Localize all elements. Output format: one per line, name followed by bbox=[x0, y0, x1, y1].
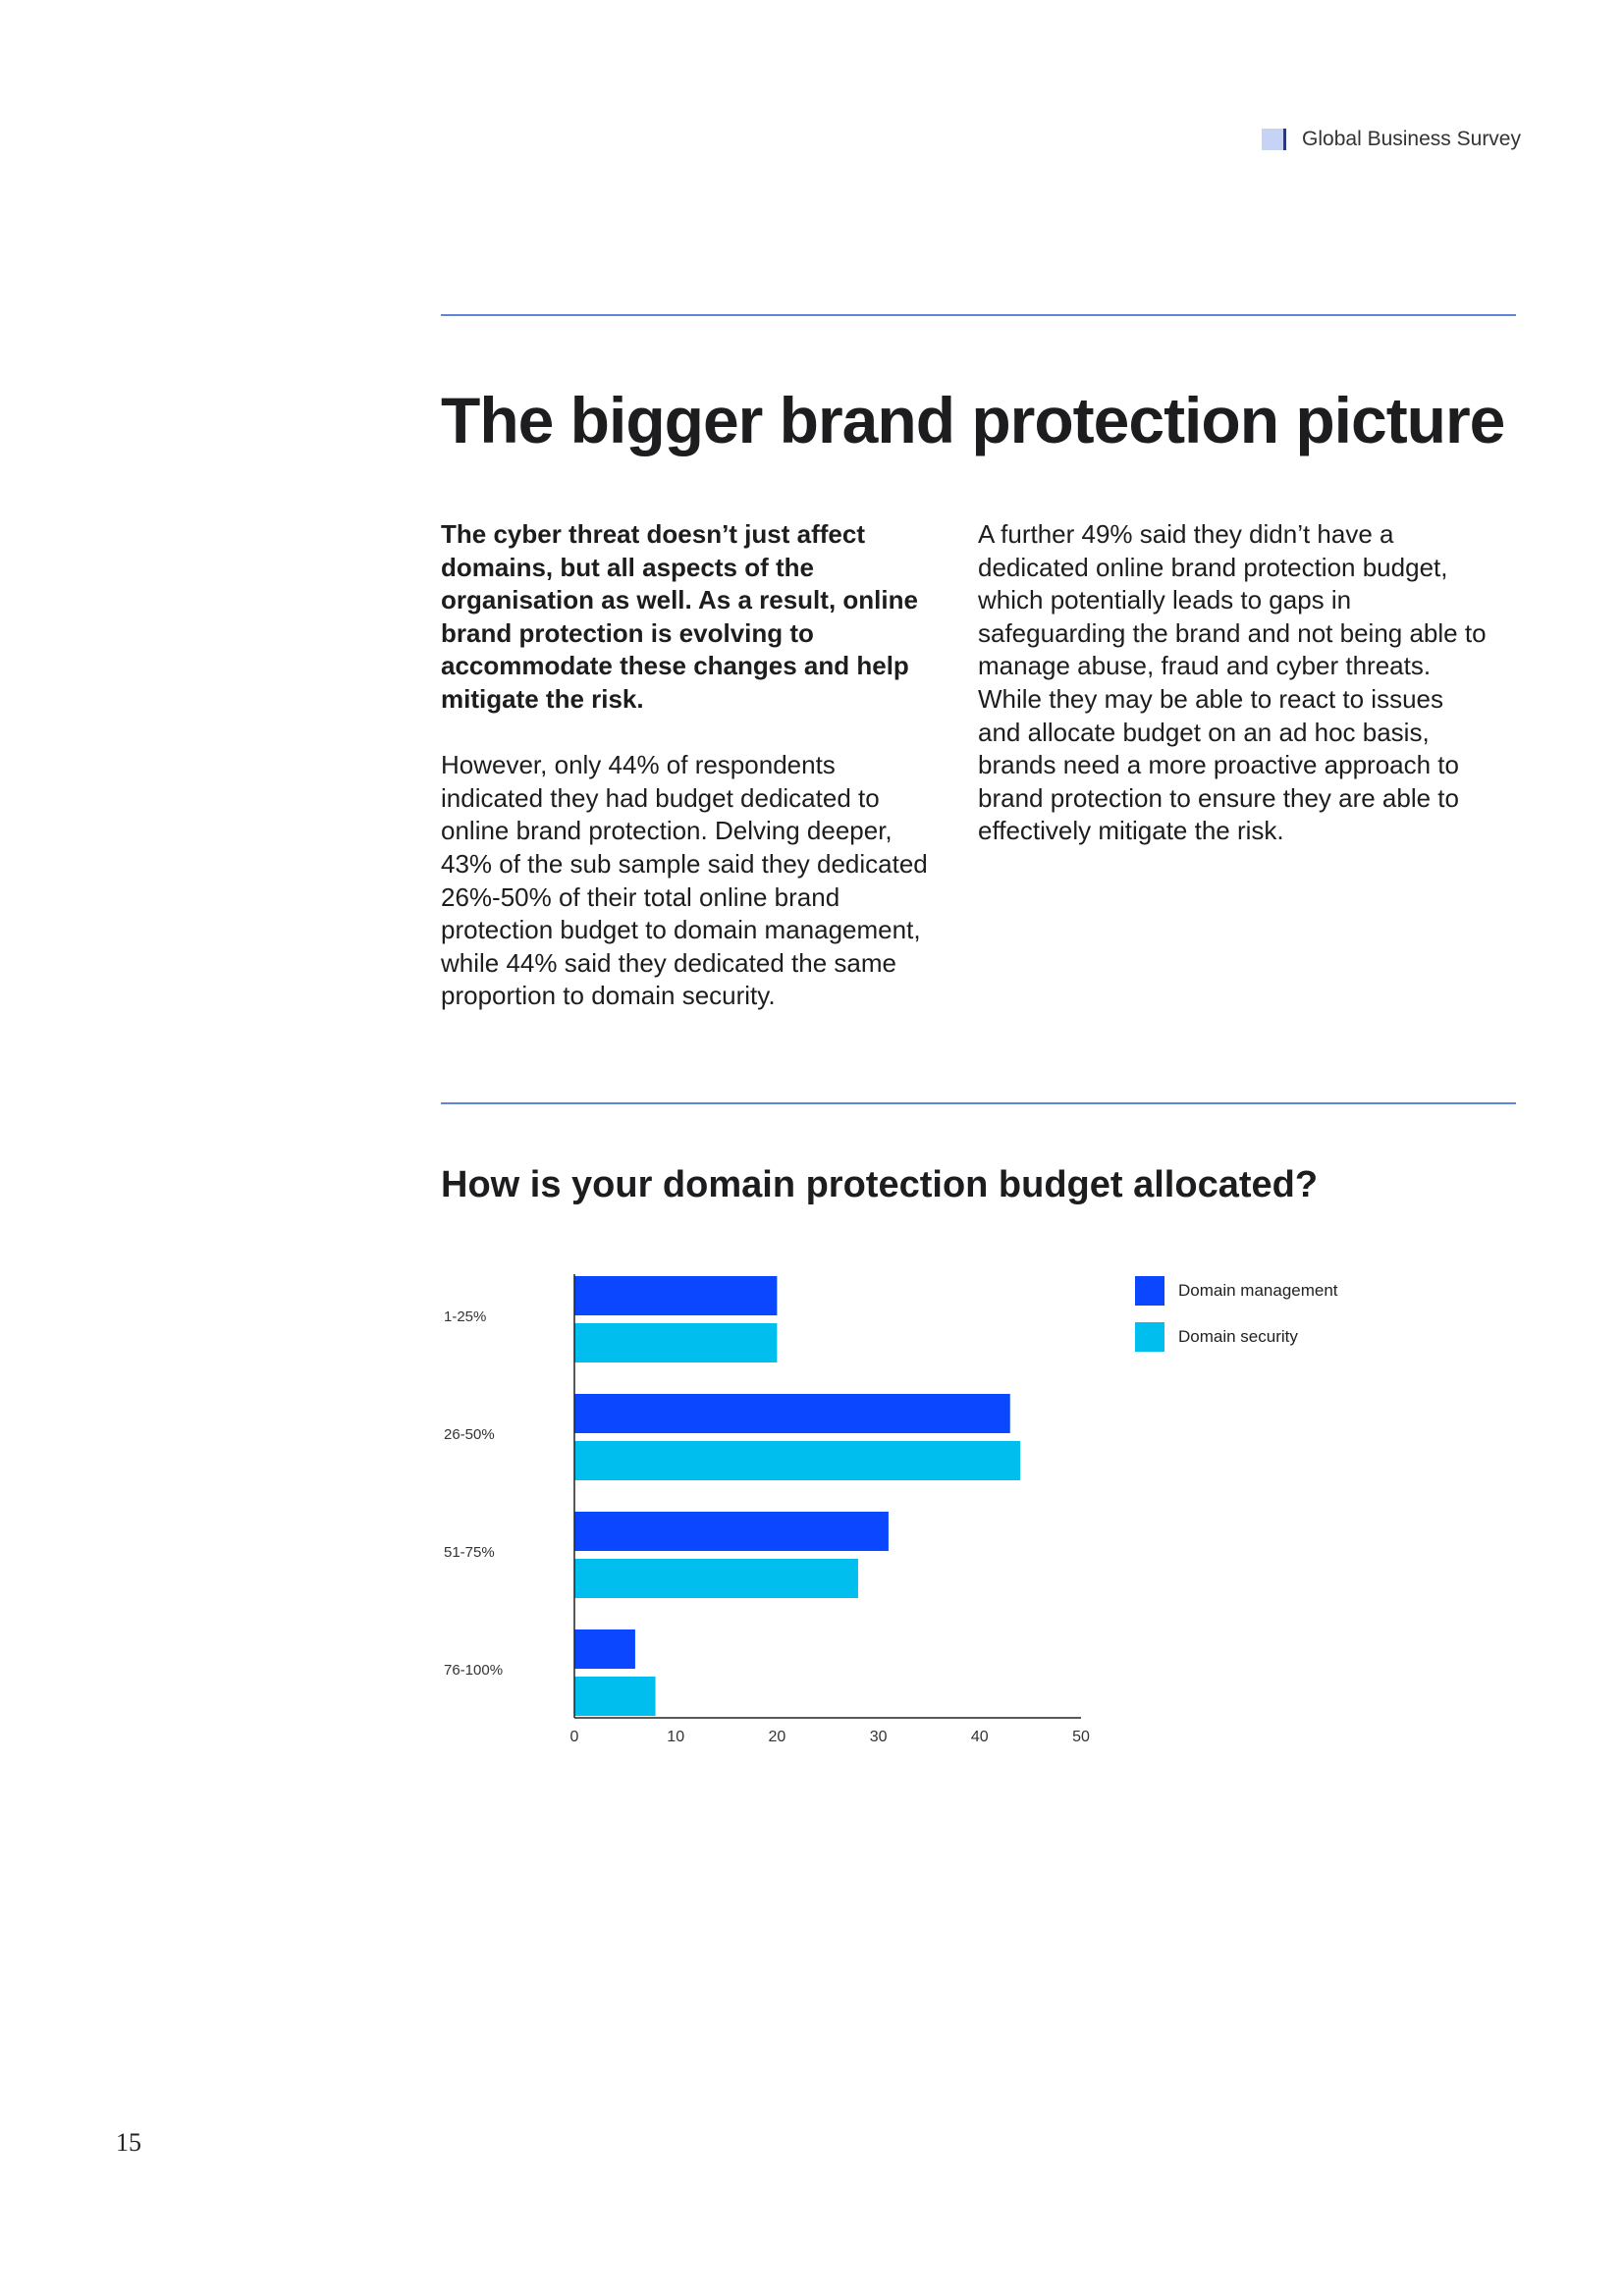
bar-domain-security-1 bbox=[574, 1323, 777, 1362]
category-label: 51-75% bbox=[444, 1544, 495, 1561]
bar-domain-management-3 bbox=[574, 1512, 889, 1551]
legend-label: Domain security bbox=[1178, 1327, 1298, 1346]
category-label: 1-25% bbox=[444, 1308, 487, 1325]
category-label: 76-100% bbox=[444, 1662, 504, 1679]
lead-paragraph: The cyber threat doesn’t just affect domains, but all aspects of the organisation as well. As a result, online brand protection is evolving to accommodate these changes and help mitigate the risk. bbox=[441, 519, 918, 714]
survey-label: Global Business Survey bbox=[1302, 128, 1521, 150]
category-label: 26-50% bbox=[444, 1426, 495, 1443]
bar-domain-management-1 bbox=[574, 1276, 777, 1315]
body-paragraph-right: A further 49% said they didn’t have a dedicated online brand protection budget, which potentially leads to gaps in safeguarding the brand and not being able to manage abuse, fraud and cyber threats. While they may be able to react to issues and allocate budget on an ad hoc basis, brands need a more proactive approach to brand protection to ensure they are able to effectively mitigate the risk. bbox=[978, 519, 1487, 846]
chart-title: How is your domain protection budget allocated? bbox=[441, 1164, 1319, 1205]
x-tick-label: 50 bbox=[1072, 1729, 1090, 1745]
header-square-icon bbox=[1262, 129, 1286, 150]
bar-domain-management-2 bbox=[574, 1394, 1010, 1433]
bar-domain-security-4 bbox=[574, 1677, 656, 1716]
legend-swatch bbox=[1135, 1276, 1164, 1306]
left-column bbox=[441, 518, 942, 1013]
x-tick-label: 30 bbox=[869, 1729, 888, 1745]
middle-divider bbox=[441, 1102, 1516, 1104]
x-tick-label: 0 bbox=[569, 1729, 579, 1745]
legend-swatch bbox=[1135, 1322, 1164, 1352]
x-tick-label: 10 bbox=[667, 1729, 685, 1745]
page-title: The bigger brand protection picture bbox=[441, 384, 1505, 456]
budget-allocation-chart bbox=[422, 1256, 1384, 1767]
x-tick-label: 20 bbox=[768, 1729, 786, 1745]
bar-domain-security-3 bbox=[574, 1559, 858, 1598]
header-survey-tag bbox=[1262, 128, 1521, 151]
x-tick-label: 40 bbox=[970, 1729, 989, 1745]
legend-label: Domain management bbox=[1178, 1281, 1338, 1300]
bar-domain-security-2 bbox=[574, 1441, 1020, 1480]
bar-domain-management-4 bbox=[574, 1629, 635, 1669]
right-column bbox=[978, 518, 1489, 848]
page-number: 15 bbox=[116, 2128, 141, 2157]
body-paragraph-left: However, only 44% of respondents indicated they had budget dedicated to online brand protection. Delving deeper, 43% of the sub sample said they dedicated 26%-50% of their total online brand protection budget to domain management, while 44% said they dedicated the same proportion to domain security. bbox=[441, 750, 928, 1011]
top-divider bbox=[441, 314, 1516, 316]
